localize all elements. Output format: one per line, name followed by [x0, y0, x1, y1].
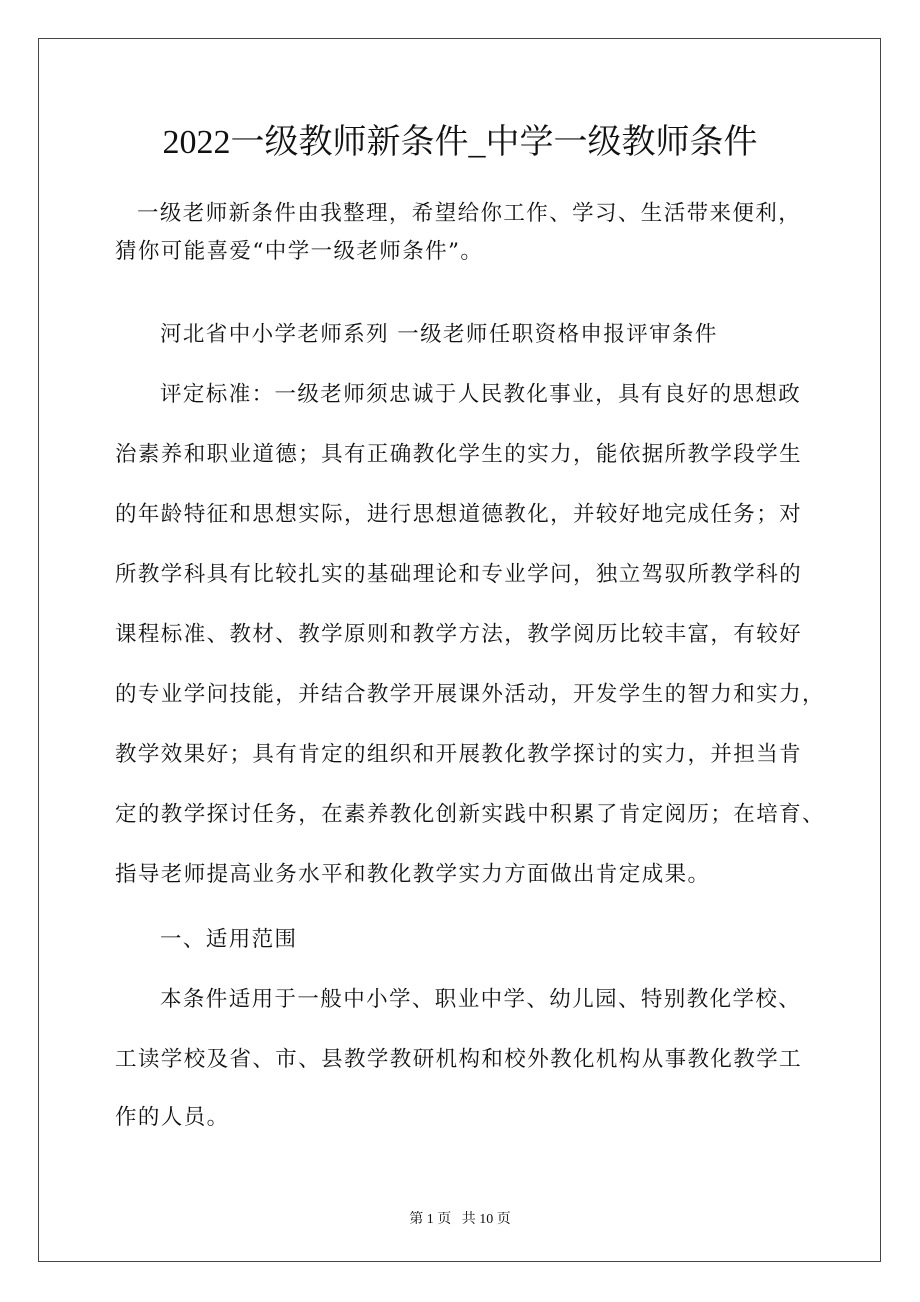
intro-line: 一级老师新条件由我整理，希望给你工作、学习、生活带来便利， [137, 201, 802, 226]
criteria-line: 的年龄特征和思想实际，进行思想道德教化，并较好地完成任务；对 [115, 502, 803, 527]
section-line: 作的人员。 [115, 1105, 230, 1130]
document-title: 2022一级教师新条件_中学一级教师条件 [162, 124, 758, 161]
criteria-line: 治素养和职业道德；具有正确教化学生的实力，能依据所教学段学生 [115, 442, 803, 467]
criteria-line: 课程标准、教材、教学原则和教学方法，教学阅历比较丰富，有较好 [115, 622, 803, 647]
intro-line: 猜你可能喜爱“中学一级老师条件”。 [115, 239, 484, 264]
criteria-line: 指导老师提高业务水平和教化教学实力方面做出肯定成果。 [115, 862, 711, 887]
section-heading: 一、适用范围 [160, 927, 298, 952]
criteria-line: 评定标准：一级老师须忠诚于人民教化事业，具有良好的思想政 [160, 382, 802, 407]
page-number-footer: 第 1 页 共 10 页 [409, 1212, 511, 1227]
criteria-line: 的专业学问技能，并结合教学开展课外活动，开发学生的智力和实力， [115, 682, 825, 707]
criteria-line: 教学效果好；具有肯定的组织和开展教化教学探讨的实力，并担当肯 [115, 742, 803, 767]
subtitle: 河北省中小学老师系列 一级老师任职资格申报评审条件 [160, 322, 718, 347]
criteria-line: 定的教学探讨任务，在素养教化创新实践中积累了肯定阅历；在培育、 [115, 802, 825, 827]
section-line: 工读学校及省、市、县教学教研机构和校外教化机构从事教化教学工 [115, 1047, 803, 1072]
criteria-line: 所教学科具有比较扎实的基础理论和专业学问，独立驾驭所教学科的 [115, 562, 803, 587]
section-line: 本条件适用于一般中小学、职业中学、幼儿园、特别教化学校、 [160, 987, 802, 1012]
